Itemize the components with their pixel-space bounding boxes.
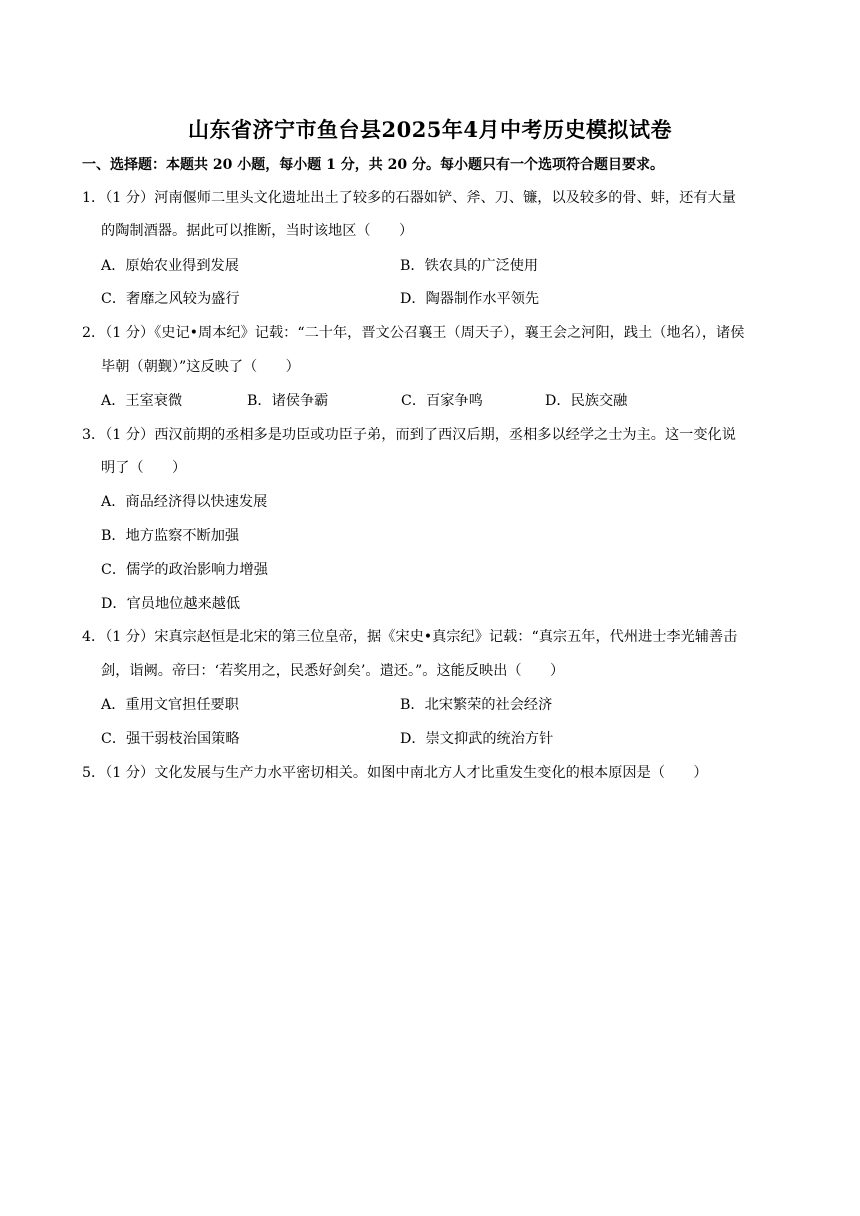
question-2-line-1: 2．（1 分）《史记•周本纪》记载：“二十年，晋文公召襄王（周天子），襄王会之河阳，践土（地名），诸侯 xyxy=(82,325,745,341)
question-1-option-d: D．陶器制作水平领先 xyxy=(400,291,540,307)
question-3-line-1: 3．（1 分）西汉前期的丞相多是功臣或功臣子弟，而到了西汉后期，丞相多以经学之士为主。这一变化说 xyxy=(82,427,736,443)
question-3-line-2: 明了（ ） xyxy=(101,460,187,476)
question-3-option-d: D．官员地位越来越低 xyxy=(101,596,241,612)
question-4-option-a: A．重用文官担任要职 xyxy=(101,697,239,713)
question-2-option-d: D．民族交融 xyxy=(545,393,628,409)
question-1-line-2: 的陶制酒器。据此可以推断，当时该地区（ ） xyxy=(101,223,414,239)
question-1-line-1: 1．（1 分）河南偃师二里头文化遗址出土了较多的石器如铲、斧、刀、镰，以及较多的骨、蚌，还有大量 xyxy=(82,190,736,206)
question-4-option-b: B．北宋繁荣的社会经济 xyxy=(400,697,553,713)
question-2-option-c: C．百家争鸣 xyxy=(401,393,483,409)
question-3-option-c: C．儒学的政治影响力增强 xyxy=(101,562,268,578)
page-title: 山东省济宁市鱼台县2025年4月中考历史模拟试卷 xyxy=(187,117,673,142)
question-1-option-c: C．奢靡之风较为盛行 xyxy=(101,291,240,307)
question-2-option-a: A．王室衰微 xyxy=(101,393,183,409)
question-1-option-a: A．原始农业得到发展 xyxy=(101,258,239,274)
question-3-option-a: A．商品经济得以快速发展 xyxy=(101,494,268,510)
question-1-option-b: B．铁农具的广泛使用 xyxy=(400,258,539,274)
question-5-line-1: 5．（1 分）文化发展与生产力水平密切相关。如图中南北方人才比重发生变化的根本原因是（ ） xyxy=(82,765,708,781)
question-3-option-b: B．地方监察不断加强 xyxy=(101,528,240,544)
section-heading: 一、选择题：本题共 20 小题，每小题 1 分，共 20 分。每小题只有一个选项符合题目要求。 xyxy=(82,157,664,173)
question-4-line-1: 4．（1 分）宋真宗赵恒是北宋的第三位皇帝，据《宋史•真宗纪》记载：“真宗五年，代州进士李光辅善击 xyxy=(82,629,738,645)
question-4-option-d: D．崇文抑武的统治方针 xyxy=(400,731,554,747)
question-4-option-c: C．强干弱枝治国策略 xyxy=(101,731,240,747)
question-2-option-b: B．诸侯争霸 xyxy=(247,393,329,409)
question-2-line-2: 毕朝（朝觐）”这反映了（ ） xyxy=(101,359,300,375)
question-4-line-2: 剑，诣阙。帝曰：‘若奖用之，民悉好剑矣’。遣还。”。这能反映出（ ） xyxy=(101,663,565,679)
